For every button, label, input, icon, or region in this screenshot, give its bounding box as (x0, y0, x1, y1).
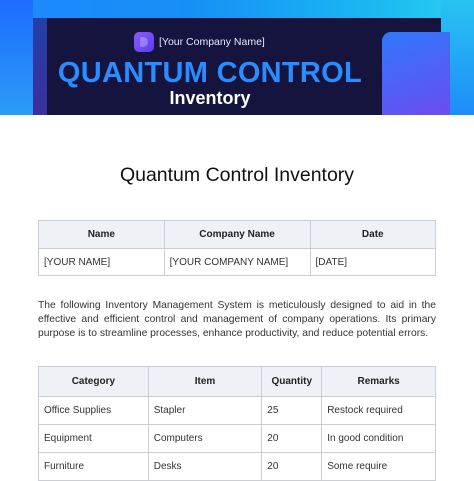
intro-paragraph: The following Inventory Management System is meticulously designed to aid in the effective and efficient control and management of company operations. Its primary purpose is to streamline processes, enhance productivity, and reduce potential errors. (38, 300, 436, 339)
inventory-header-remarks: Remarks (322, 367, 436, 397)
inventory-header-quantity: Quantity (262, 367, 322, 397)
info-cell-date[interactable]: [DATE] (310, 249, 435, 276)
inventory-table (38, 366, 436, 481)
cell-item: Desks (148, 453, 262, 481)
inventory-header-row (39, 367, 436, 397)
cell-quantity: 25 (262, 397, 322, 425)
table-row (39, 397, 436, 425)
cell-remarks: In good condition (322, 425, 436, 453)
info-table-row (39, 249, 436, 276)
cell-item: Computers (148, 425, 262, 453)
info-header-company: Company Name (164, 221, 310, 249)
company-name-placeholder: [Your Company Name] (159, 36, 265, 48)
cell-category: Office Supplies (39, 397, 149, 425)
inventory-header-category: Category (39, 367, 149, 397)
info-table-header-row (39, 221, 436, 249)
cell-remarks: Restock required (322, 397, 436, 425)
header-banner (0, 0, 474, 115)
banner-subtitle: Inventory (169, 88, 251, 108)
table-row (39, 425, 436, 453)
table-row (39, 453, 436, 481)
info-header-date: Date (310, 221, 435, 249)
info-header-name: Name (39, 221, 165, 249)
inventory-header-item: Item (148, 367, 262, 397)
document-title: Quantum Control Inventory (119, 164, 355, 186)
info-cell-company[interactable]: [YOUR COMPANY NAME] (164, 249, 310, 276)
banner-title: QUANTUM CONTROL (57, 57, 363, 89)
cell-remarks: Some require (322, 453, 436, 481)
cell-quantity: 20 (262, 453, 322, 481)
company-logo-icon (134, 32, 154, 52)
info-table (38, 220, 436, 276)
cell-category: Equipment (39, 425, 149, 453)
cell-item: Stapler (148, 397, 262, 425)
cell-category: Furniture (39, 453, 149, 481)
info-cell-name[interactable]: [YOUR NAME] (39, 249, 165, 276)
cell-quantity: 20 (262, 425, 322, 453)
